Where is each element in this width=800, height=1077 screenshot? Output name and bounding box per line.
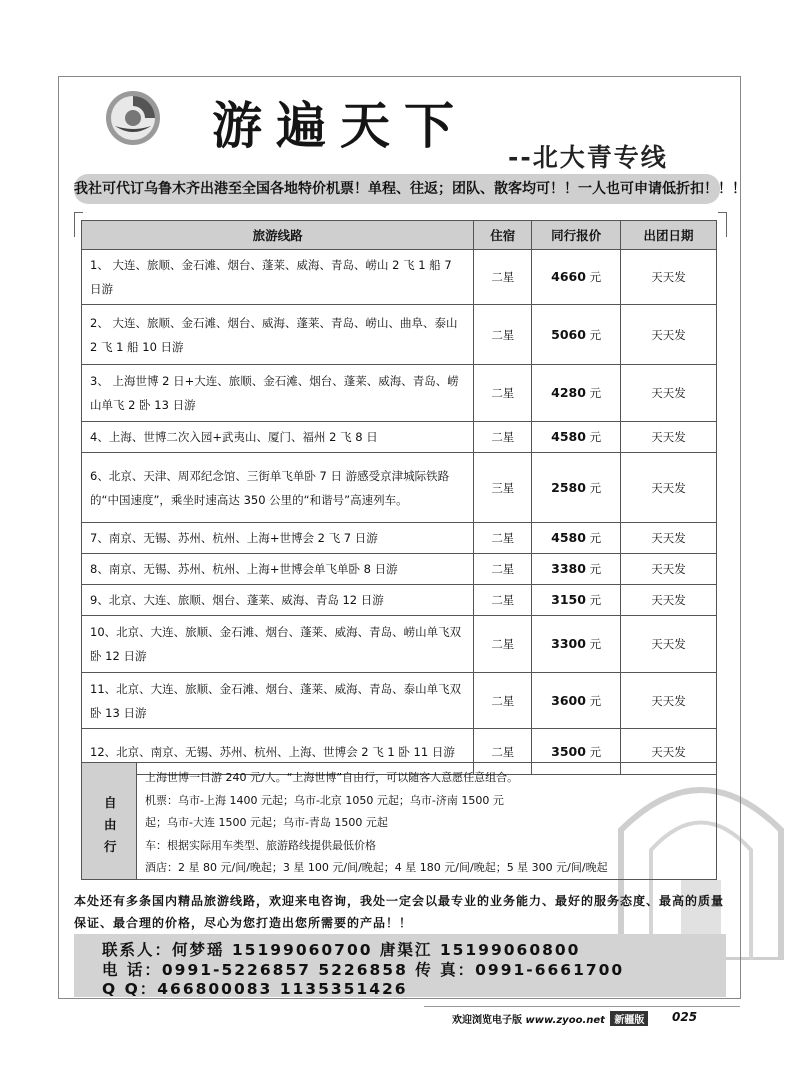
date-cell: 天天发 <box>621 616 717 673</box>
stay-cell: 二星 <box>474 616 532 673</box>
date-cell: 天天发 <box>621 365 717 422</box>
stay-cell: 三星 <box>474 453 532 523</box>
promo-banner: 我社可代订乌鲁木齐出港至全国各地特价机票！单程、往返；团队、散客均可！！一人也可申请低折扣！！！ <box>74 174 720 204</box>
free-travel-line: 上海世博一日游 240 元/人。“上海世博”自由行，可以随客人意愿任意组合。 <box>145 771 519 784</box>
route-cell: 6、北京、天津、周邓纪念馆、三街单飞单卧 7 日 游感受京津城际铁路的“中国速度”，乘坐时速高达 350 公里的“和谐号”高速列车。 <box>82 453 474 523</box>
price-cell <box>532 365 621 422</box>
date-cell: 天天发 <box>621 453 717 523</box>
price-unit: 元 <box>589 270 602 284</box>
route-cell: 9、北京、大连、旅顺、烟台、蓬莱、威海、青岛 12 日游 <box>82 585 474 616</box>
routes-table-wrap <box>81 220 717 775</box>
stay-cell: 二星 <box>474 523 532 554</box>
price-cell <box>532 453 621 523</box>
price-unit: 元 <box>589 327 602 342</box>
price-value: 4580 <box>551 429 586 444</box>
contact-person-line: 联系人：何梦瑶 15199060700 唐渠江 15199060800 <box>102 941 581 959</box>
footer-text <box>452 1011 648 1026</box>
price-value: 4660 <box>551 269 586 284</box>
table-row <box>82 673 717 729</box>
footer-prefix: 欢迎浏览电子版 <box>452 1015 522 1026</box>
table-header-row <box>82 221 717 250</box>
page-subtitle: --北大青专线 <box>508 143 668 172</box>
route-cell: 1、 大连、旅顺、金石滩、烟台、蓬莱、威海、青岛、崂山 2 飞 1 船 7 日游 <box>82 250 474 305</box>
free-travel-line: 起；乌市-大连 1500 元起；乌市-青岛 1500 元起 <box>145 816 388 829</box>
header-price: 同行报价 <box>532 221 621 250</box>
free-travel-lines <box>145 767 608 880</box>
contact-qq-line: Q Q：466800083 1135351426 <box>102 980 408 998</box>
price-value: 3150 <box>551 592 586 607</box>
header-date: 出团日期 <box>621 221 717 250</box>
free-label-char: 由 <box>104 817 117 832</box>
date-cell: 天天发 <box>621 585 717 616</box>
page-title: 游遍天下 <box>212 96 468 155</box>
price-unit: 元 <box>589 744 602 759</box>
date-cell: 天天发 <box>621 729 717 775</box>
header-stay: 住宿 <box>474 221 532 250</box>
free-travel-label <box>82 763 137 879</box>
price-unit: 元 <box>589 693 602 708</box>
price-value: 5060 <box>551 326 586 342</box>
stay-cell: 二星 <box>474 422 532 453</box>
date-cell: 天天发 <box>621 523 717 554</box>
contact-phone-line: 电 话：0991-5226857 5226858 传 真：0991-6661700 <box>102 961 625 979</box>
price-unit: 元 <box>589 562 602 576</box>
footer-site-link[interactable]: www.zyoo.net <box>525 1015 605 1026</box>
route-cell: 10、北京、大连、旅顺、金石滩、烟台、蓬莱、威海、青岛、崂山单飞双卧 12 日游 <box>82 616 474 673</box>
route-cell: 11、北京、大连、旅顺、金石滩、烟台、蓬莱、威海、青岛、泰山单飞双卧 13 日游 <box>82 673 474 729</box>
contact-box <box>74 934 726 997</box>
stay-cell: 二星 <box>474 585 532 616</box>
price-cell <box>532 523 621 554</box>
price-value: 2580 <box>551 479 586 495</box>
route-cell: 7、南京、无锡、苏州、杭州、上海+世博会 2 飞 7 日游 <box>82 523 474 554</box>
header-route: 旅游线路 <box>82 221 474 250</box>
table-row <box>82 250 717 305</box>
price-unit: 元 <box>589 637 602 651</box>
route-cell: 2、 大连、旅顺、金石滩、烟台、威海、蓬莱、青岛、崂山、曲阜、泰山 2 飞 1 船 10 日游 <box>82 305 474 365</box>
stay-cell: 二星 <box>474 673 532 729</box>
stay-cell: 二星 <box>474 250 532 305</box>
free-travel-line: 酒店：2 星 80 元/间/晚起；3 星 100 元/间/晚起；4 星 180 元/间/晚起；5 星 300 元/间/晚起 <box>145 861 608 874</box>
price-cell <box>532 673 621 729</box>
table-row <box>82 365 717 422</box>
price-value: 3300 <box>551 636 586 651</box>
table-row <box>82 554 717 585</box>
price-cell <box>532 616 621 673</box>
date-cell: 天天发 <box>621 673 717 729</box>
price-value: 4580 <box>551 530 586 545</box>
page-number: 025 <box>672 1010 698 1024</box>
free-travel-line: 机票：乌市-上海 1400 元起；乌市-北京 1050 元起；乌市-济南 1500 元 <box>145 793 504 807</box>
route-cell: 3、 上海世博 2 日+大连、旅顺、金石滩、烟台、蓬莱、威海、青岛、崂山单飞 2 卧 13 日游 <box>82 365 474 422</box>
stay-cell: 二星 <box>474 365 532 422</box>
table-row <box>82 523 717 554</box>
date-cell: 天天发 <box>621 554 717 585</box>
price-cell <box>532 305 621 365</box>
table-row <box>82 585 717 616</box>
table-row <box>82 616 717 673</box>
price-value: 3500 <box>551 743 586 759</box>
price-unit: 元 <box>589 531 602 545</box>
free-travel-section <box>81 762 717 880</box>
price-unit: 元 <box>589 386 602 400</box>
price-value: 4280 <box>551 385 586 400</box>
route-cell: 12、北京、南京、无锡、苏州、杭州、上海、世博会 2 飞 1 卧 11 日游 <box>82 729 474 775</box>
free-label-char: 自 <box>104 795 117 810</box>
price-unit: 元 <box>589 593 602 607</box>
date-cell: 天天发 <box>621 250 717 305</box>
table-row <box>82 422 717 453</box>
price-cell <box>532 554 621 585</box>
price-unit: 元 <box>589 480 602 495</box>
date-cell: 天天发 <box>621 422 717 453</box>
free-travel-line: 车：根据实际用车类型、旅游路线提供最低价格 <box>145 838 376 852</box>
route-cell: 8、南京、无锡、苏州、杭州、上海+世博会单飞单卧 8 日游 <box>82 554 474 585</box>
routes-table <box>81 220 717 775</box>
price-value: 3380 <box>551 561 586 576</box>
edition-badge: 新疆版 <box>610 1011 648 1026</box>
price-value: 3600 <box>551 692 586 708</box>
more-routes-note: 本处还有多条国内精品旅游线路，欢迎来电咨询，我处一定会以最专业的业务能力、最好的服务态度、最高的质量保证、最合理的价格，尽心为您打造出您所需要的产品！！ <box>74 894 725 930</box>
logo-icon <box>103 88 163 148</box>
date-cell: 天天发 <box>621 305 717 365</box>
free-label-char: 行 <box>104 839 117 854</box>
table-row <box>82 453 717 523</box>
stay-cell: 二星 <box>474 554 532 585</box>
corner-bracket-right <box>718 212 727 237</box>
stay-cell: 二星 <box>474 305 532 365</box>
page-footer <box>424 1006 740 1025</box>
price-cell <box>532 422 621 453</box>
price-cell <box>532 585 621 616</box>
price-unit: 元 <box>589 430 602 444</box>
stay-cell: 二星 <box>474 729 532 775</box>
table-row <box>82 305 717 365</box>
price-cell <box>532 250 621 305</box>
route-cell: 4、上海、世博二次入园+武夷山、厦门、福州 2 飞 8 日 <box>82 422 474 453</box>
